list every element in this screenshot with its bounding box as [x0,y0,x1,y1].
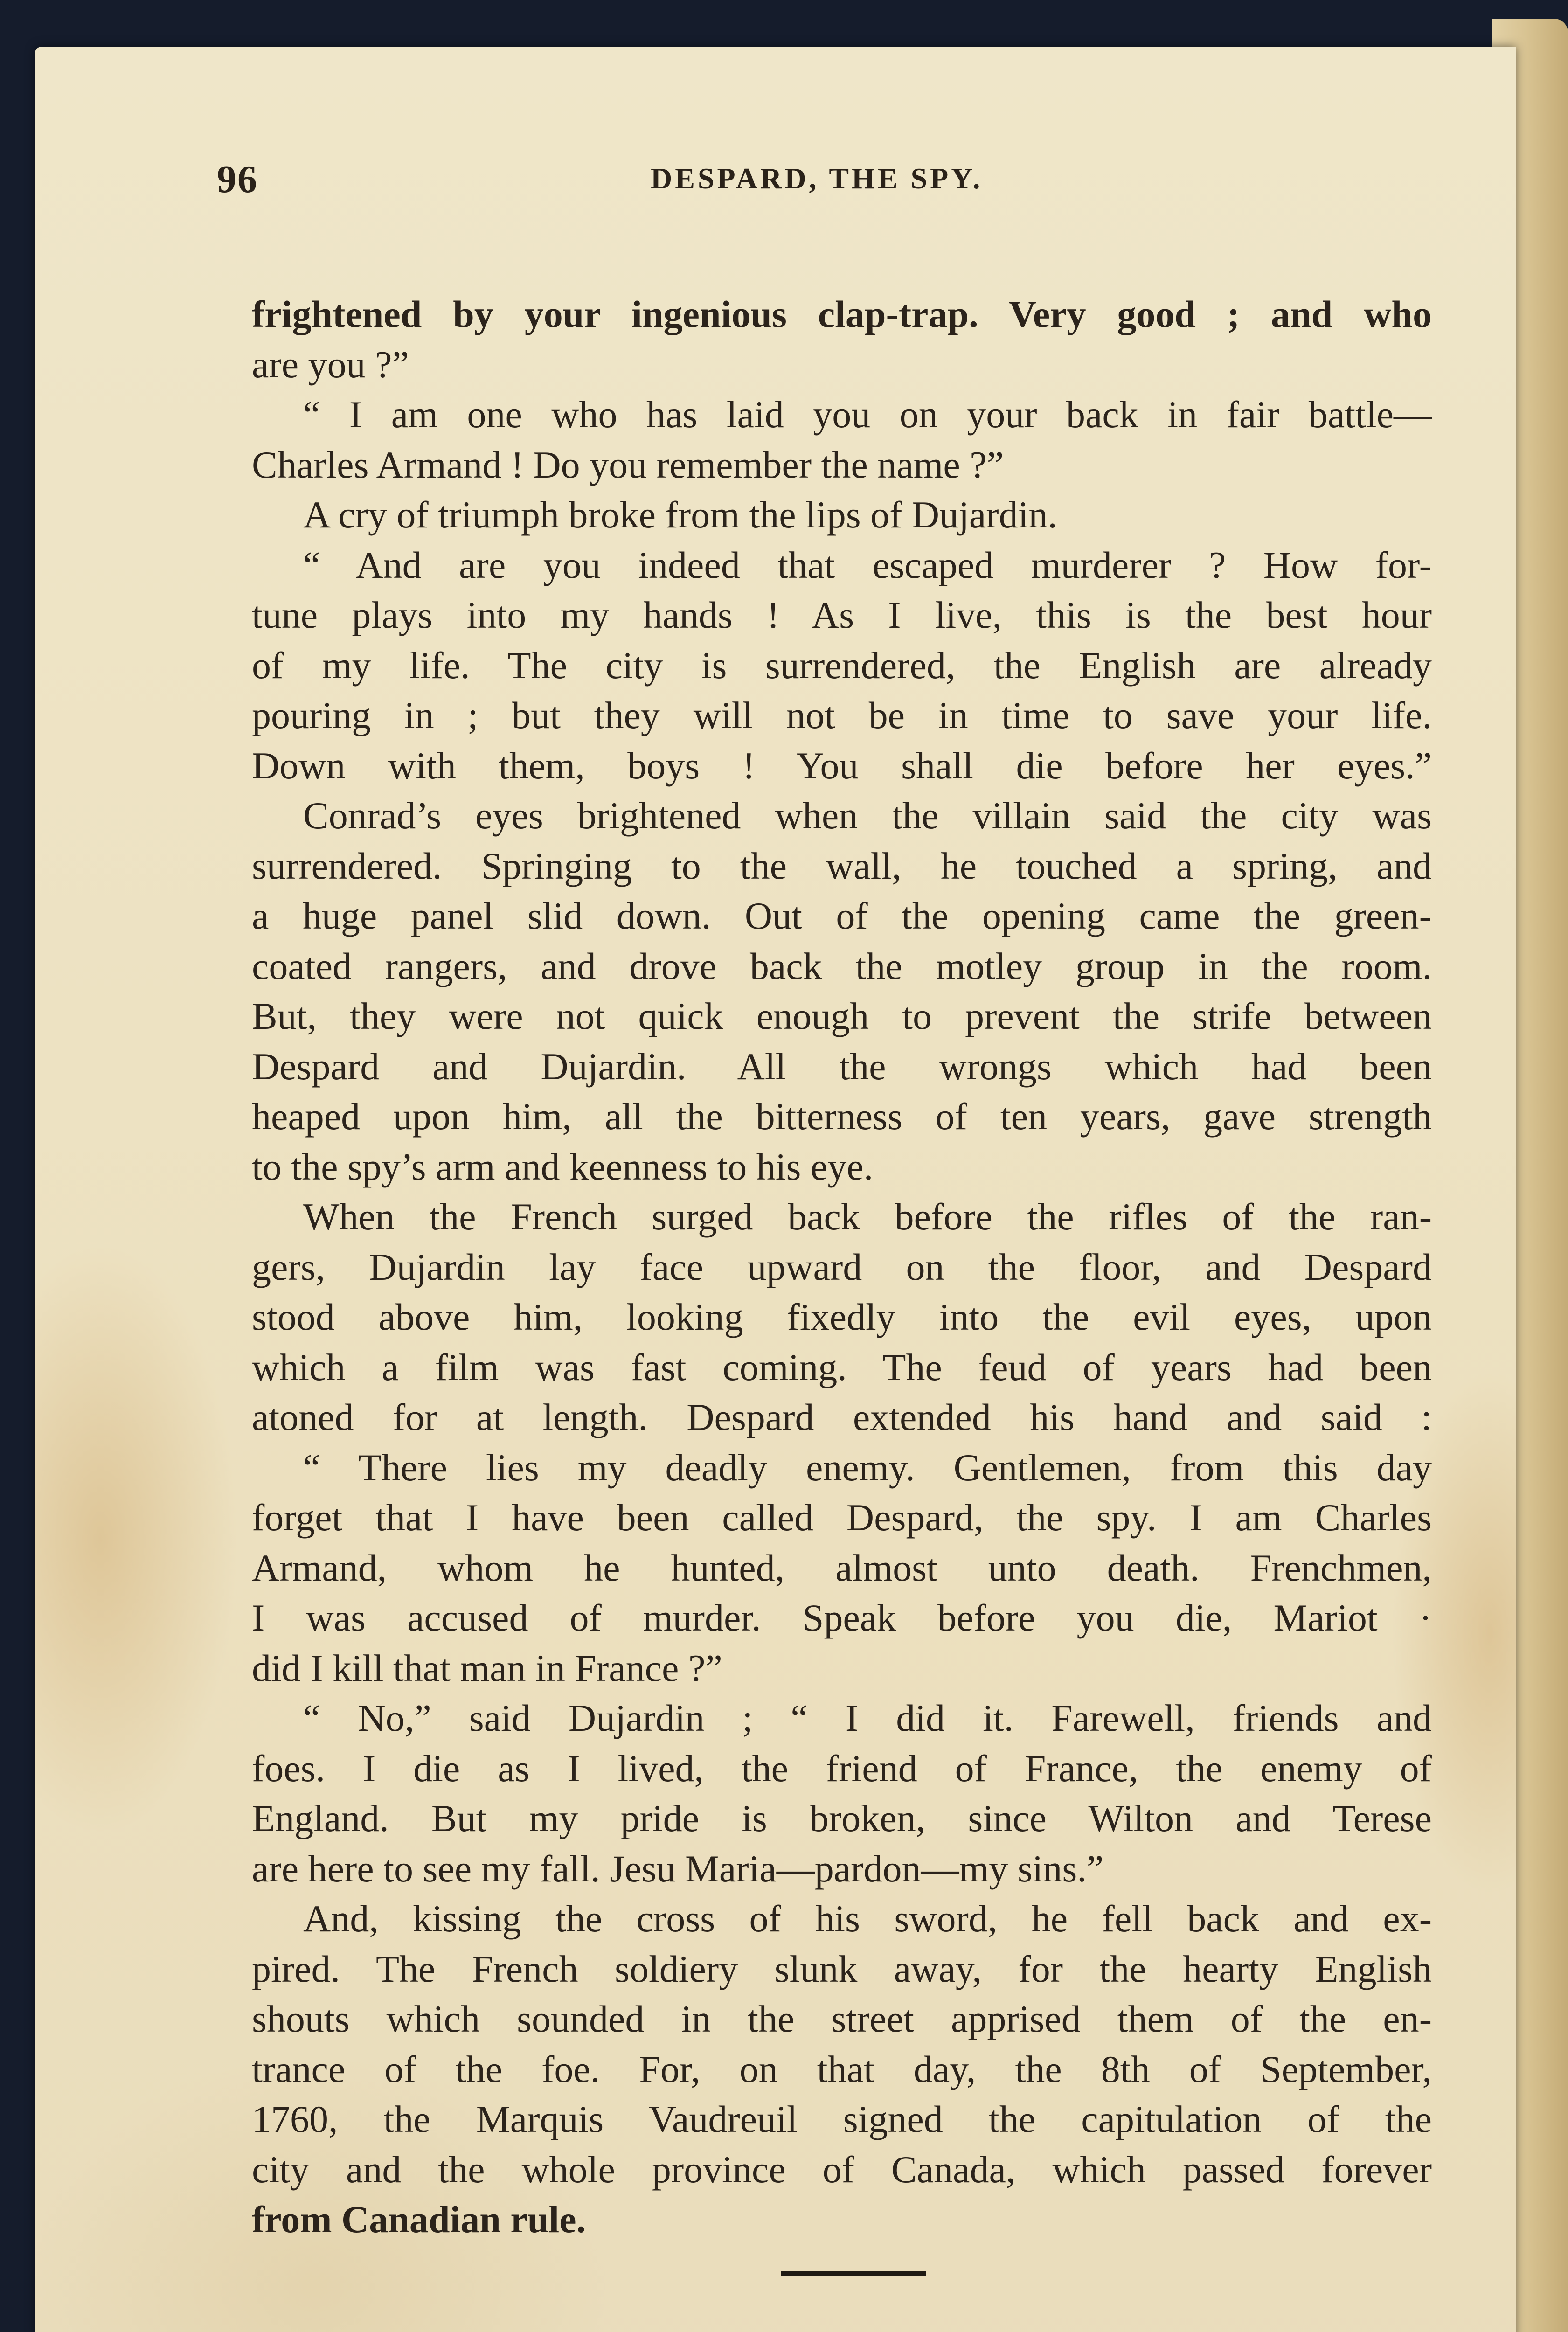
text-line: are here to see my fall. Jesu Maria—pardon—my sins.” [252,1847,1104,1890]
text-line: a huge panel slid down. Out of the opening came the green- [252,895,1432,937]
running-head [217,157,1429,203]
text-line: Armand, whom he hunted, almost unto death. Frenchmen, [252,1546,1432,1589]
text-line: surrendered. Springing to the wall, he touched a spring, and [252,844,1432,887]
text-line: forget that I have been called Despard, the spy. I am Charles [252,1496,1432,1539]
text-line: I was accused of murder. Speak before you die, Mariot · [252,1596,1432,1639]
text-line: atoned for at length. Despard extended his hand and said : [252,1396,1432,1438]
text-line: A cry of triumph broke from the lips of Dujardin. [303,493,1057,536]
text-line: “ I am one who has laid you on your back in fair battle— [303,393,1432,436]
text-line: Conrad’s eyes brightened when the villain said the city was [303,794,1432,837]
body-text [252,289,1432,2245]
text-line: Charles Armand ! Do you remember the name ?” [252,443,1004,486]
text-line: frightened by your ingenious clap-trap. Very good ; and who [252,293,1432,335]
text-line: are you ?” [252,343,409,386]
text-line: pired. The French soldiery slunk away, for the hearty English [252,1947,1432,1990]
text-line: to the spy’s arm and keenness to his eye. [252,1145,874,1188]
text-line: from Canadian rule. [252,2198,586,2241]
text-line: trance of the foe. For, on that day, the 8th of September, [252,2047,1432,2090]
book-page [35,47,1516,2332]
text-line: city and the whole province of Canada, which passed forever [252,2148,1432,2191]
text-line: 1760, the Marquis Vaudreuil signed the capitulation of the [252,2098,1432,2140]
text-line: Despard and Dujardin. All the wrongs which had been [252,1045,1432,1088]
text-line: “ There lies my deadly enemy. Gentlemen, from this day [303,1446,1432,1489]
end-rule [781,2271,926,2276]
text-line: heaped upon him, all the bitterness of ten years, gave strength [252,1095,1432,1138]
text-line: “ And are you indeed that escaped murderer ? How for- [303,543,1432,586]
text-line: Down with them, boys ! You shall die before her eyes.” [252,744,1432,787]
text-line: foes. I die as I lived, the friend of France, the enemy of [252,1747,1432,1790]
text-line: shouts which sounded in the street apprised them of the en- [252,1998,1432,2040]
text-line: of my life. The city is surrendered, the English are already [252,644,1432,687]
text-line: tune plays into my hands ! As I live, this is the best hour [252,594,1432,636]
text-line: which a film was fast coming. The feud of years had been [252,1346,1432,1388]
text-line: pouring in ; but they will not be in time to save your life. [252,694,1432,736]
text-line: stood above him, looking fixedly into the evil eyes, upon [252,1296,1432,1338]
text-line: did I kill that man in France ?” [252,1646,722,1689]
text-line: “ No,” said Dujardin ; “ I did it. Farewell, friends and [303,1697,1432,1739]
text-line: coated rangers, and drove back the motley group in the room. [252,944,1432,987]
page-number: 96 [217,158,258,201]
text-line: And, kissing the cross of his sword, he fell back and ex- [303,1897,1432,1940]
text-line: But, they were not quick enough to prevent the strife between [252,995,1432,1037]
text-line: When the French surged back before the rifles of the ran- [303,1195,1432,1238]
text-line: gers, Dujardin lay face upward on the floor, and Despard [252,1245,1432,1288]
text-line: England. But my pride is broken, since Wilton and Terese [252,1797,1432,1839]
running-title: DESPARD, THE SPY. [651,162,983,195]
